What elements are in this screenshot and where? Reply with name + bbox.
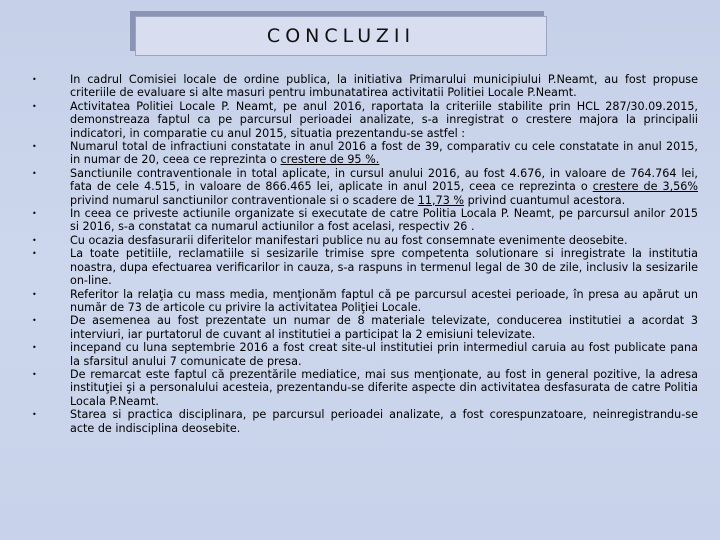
list-item [30, 408, 698, 435]
text-run: In cadrul Comisiei locale de ordine publica, la initiativa Primarului municipiului P.Neamt, au fost propuse criteriile de evaluare si alte masuri pentru imbunatatirea activitatii Politiei Locale P.Neamt. [70, 73, 698, 100]
list-item-text [70, 408, 698, 435]
text-run: Activitatea Politiei Locale P. Neamt, pe anul 2016, raportata la criteriile stabilite prin HCL 287/30.09.2015, demonstreaza faptul ca pe parcursul perioadei analizate, s-a inregistrat o crestere majora la principalii indicatori, in comparatie cu anul 2015, situatia prezentandu-se astfel : [70, 99, 698, 140]
underlined-text: crestere de 3,56% [592, 180, 698, 194]
list-item [30, 247, 698, 287]
text-run: De remarcat este faptul că prezentările mediatice, mai sus menţionate, au fost in general pozitive, la adresa instituţiei şi a personalului acesteia, prezentandu-se diferite aspecte din activitatea desfasurata de catre Politia Locala P.Neamt. [70, 367, 698, 408]
list-item-text [70, 207, 698, 234]
list-item [30, 100, 698, 140]
list-item-text [70, 288, 698, 315]
text-run: Sanctiunile contraventionale in total aplicate, in cursul anului 2016, au fost 4.676, in valoare de 764.764 lei, fata de cele 4.515, in valoare de 866.465 lei, aplicate in anul 2015, ceea ce reprezinta o [70, 166, 698, 194]
text-run: De asemenea au fost prezentate un numar de 8 materiale televizate, conducerea institutiei a acordat 3 interviuri, iar purtatorul de cuvant al institutiei a participat la 2 emisiuni televizate. [70, 314, 698, 341]
page-title: CONCLUZII [266, 25, 416, 47]
list-item [30, 140, 698, 167]
bullet-icon: • [32, 142, 37, 152]
bullet-icon: • [32, 343, 37, 353]
text-run: incepand cu luna septembrie 2016 a fost creat site-ul institutiei prin intermediul caruia au fost publicate pana la sfarsitul anului 7 comunicate de presa. [70, 341, 698, 368]
underlined-text: crestere de 95 %. [280, 153, 380, 167]
list-item [30, 73, 698, 100]
text-run: Starea si practica disciplinara, pe parcursul perioadei analizate, a fost corespunzatoare, neinregistrandu-se acte de indisciplina deosebite. [70, 408, 698, 435]
list-item-text [70, 247, 698, 287]
bullet-icon: • [32, 289, 37, 299]
bullet-icon: • [32, 168, 37, 178]
list-item-text [70, 100, 698, 140]
bullet-icon: • [32, 209, 37, 219]
title-box [135, 16, 547, 56]
text-run: Referitor la relaţia cu mass media, menţionăm faptul că pe parcursul acestei perioade, în presa au apărut un număr de 73 de articole cu privire la activitatea Poliţiei Locale. [70, 287, 698, 314]
text-run: Cu ocazia desfasurarii diferitelor manifestari publice nu au fost consemnate evenimente deosebite. [70, 233, 628, 247]
list-item [30, 341, 698, 368]
text-run: La toate petitiile, reclamatiile si sesizarile trimise spre competenta solutionare si inregistrate la institutia noastra, dupa efectuarea verificarilor in cauza, s-a raspuns in termenul legal de 30 de zile, inclusiv la sesizarile on-line. [70, 247, 698, 288]
list-item-text [70, 368, 698, 408]
conclusions-list [30, 73, 698, 435]
list-item-text [70, 314, 698, 341]
list-item [30, 234, 698, 247]
underlined-text: 11,73 % [417, 193, 465, 207]
text-run: privind cuantumul acestora. [464, 193, 626, 207]
bullet-icon: • [32, 235, 37, 245]
bullet-icon: • [32, 101, 37, 111]
list-item-text [70, 73, 698, 100]
list-item-text [70, 341, 698, 368]
bullet-icon: • [32, 75, 37, 84]
bullet-icon: • [32, 316, 37, 326]
list-item [30, 207, 698, 234]
bullet-icon: • [32, 369, 37, 379]
list-item-text [70, 234, 698, 247]
bullet-icon: • [32, 249, 37, 259]
list-item [30, 314, 698, 341]
text-run: Numarul total de infractiuni constatate in anul 2016 a fost de 39, comparativ cu cele constatate in anul 2015, in numar de 20, ceea ce reprezinta o [70, 140, 698, 167]
list-item [30, 288, 698, 315]
text-run: privind numarul sanctiunilor contraventionale si o scadere de [70, 193, 418, 207]
bullet-icon: • [32, 410, 37, 420]
list-item-text [70, 167, 698, 207]
text-run: In ceea ce priveste actiunile organizate si executate de catre Politia Locala P. Neamt, pe parcursul anilor 2015 si 2016, s-a constatat ca numarul actiunilor a fost acelasi, respectiv 26 . [70, 207, 698, 234]
list-item [30, 167, 698, 207]
list-item-text [70, 140, 698, 167]
list-item [30, 368, 698, 408]
